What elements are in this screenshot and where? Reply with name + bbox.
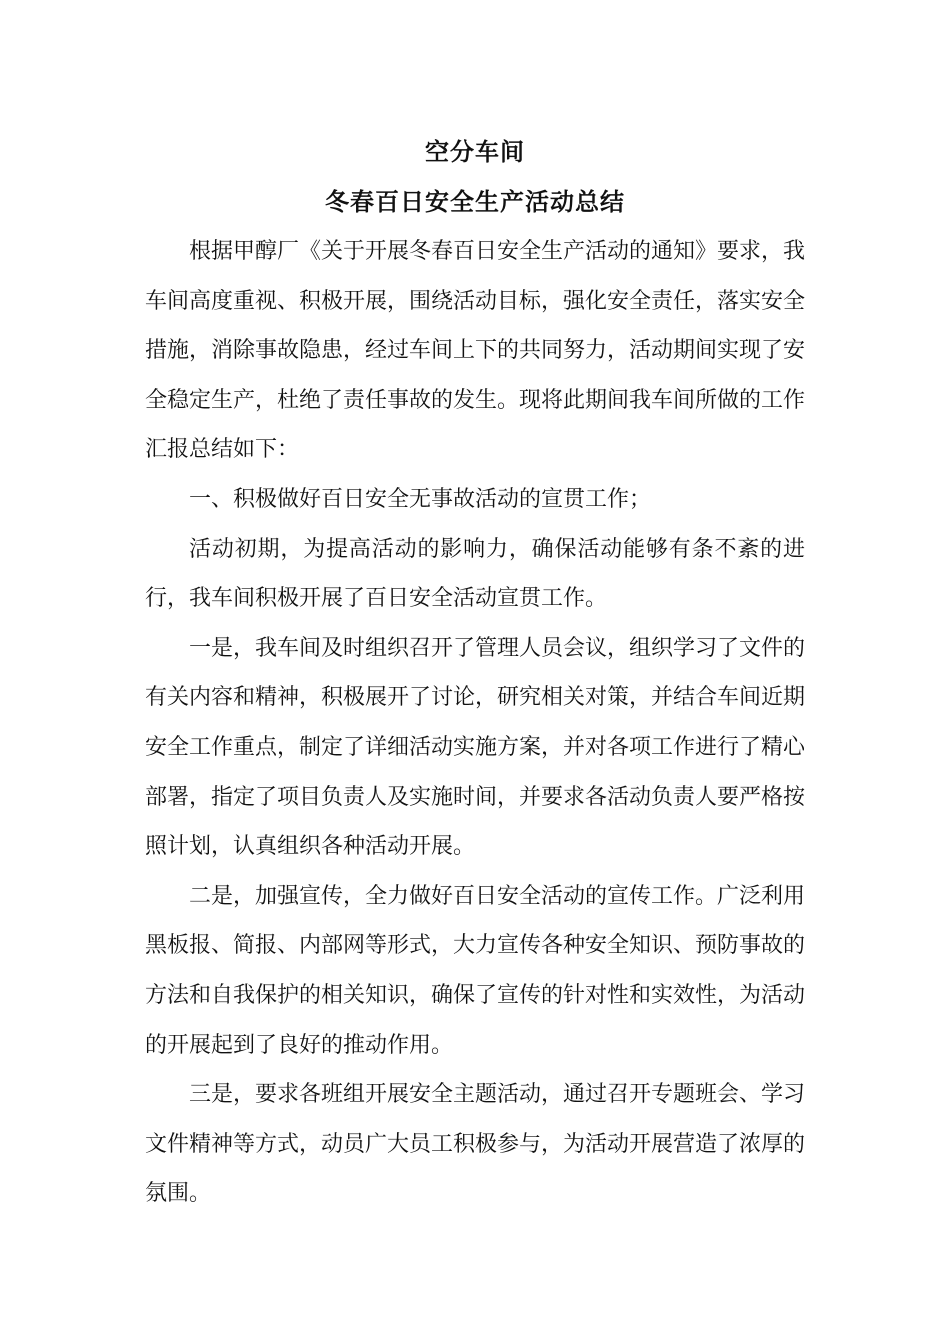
paragraph-point-3: 三是，要求各班组开展安全主题活动，通过召开专题班会、学习文件精神等方式，动员广大员工积极参与，为活动开展营造了浓厚的氛围。 (145, 1082, 806, 1207)
document-title: 空分车间 (425, 138, 525, 166)
paragraph-point-2: 二是，加强宣传，全力做好百日安全活动的宣传工作。广泛利用黑板报、简报、内部网等形式，大力宣传各种安全知识、预防事故的方法和自我保护的相关知识，确保了宣传的针对性和实效性，为活动的开展起到了良好的推动作用。 (145, 883, 806, 1058)
paragraph-point-1: 一是，我车间及时组织召开了管理人员会议，组织学习了文件的有关内容和精神，积极展开了讨论，研究相关对策，并结合车间近期安全工作重点，制定了详细活动实施方案，并对各项工作进行了精心部署，指定了项目负责人及实施时间，并要求各活动负责人要严格按照计划，认真组织各种活动开展。 (145, 635, 806, 860)
document-body (145, 227, 805, 1219)
paragraph-activity-start: 活动初期，为提高活动的影响力，确保活动能够有条不紊的进行，我车间积极开展了百日安全活动宣贯工作。 (145, 536, 805, 612)
paragraph-intro: 根据甲醇厂《关于开展冬春百日安全生产活动的通知》要求，我车间高度重视、积极开展，围绕活动目标，强化安全责任，落实安全措施，消除事故隐患，经过车间上下的共同努力，活动期间实现了安全稳定生产，杜绝了责任事故的发生。现将此期间我车间所做的工作汇报总结如下： (145, 239, 806, 463)
section-heading-1: 一、积极做好百日安全无事故活动的宣贯工作； (189, 486, 652, 512)
document-subtitle: 冬春百日安全生产活动总结 (325, 188, 625, 216)
